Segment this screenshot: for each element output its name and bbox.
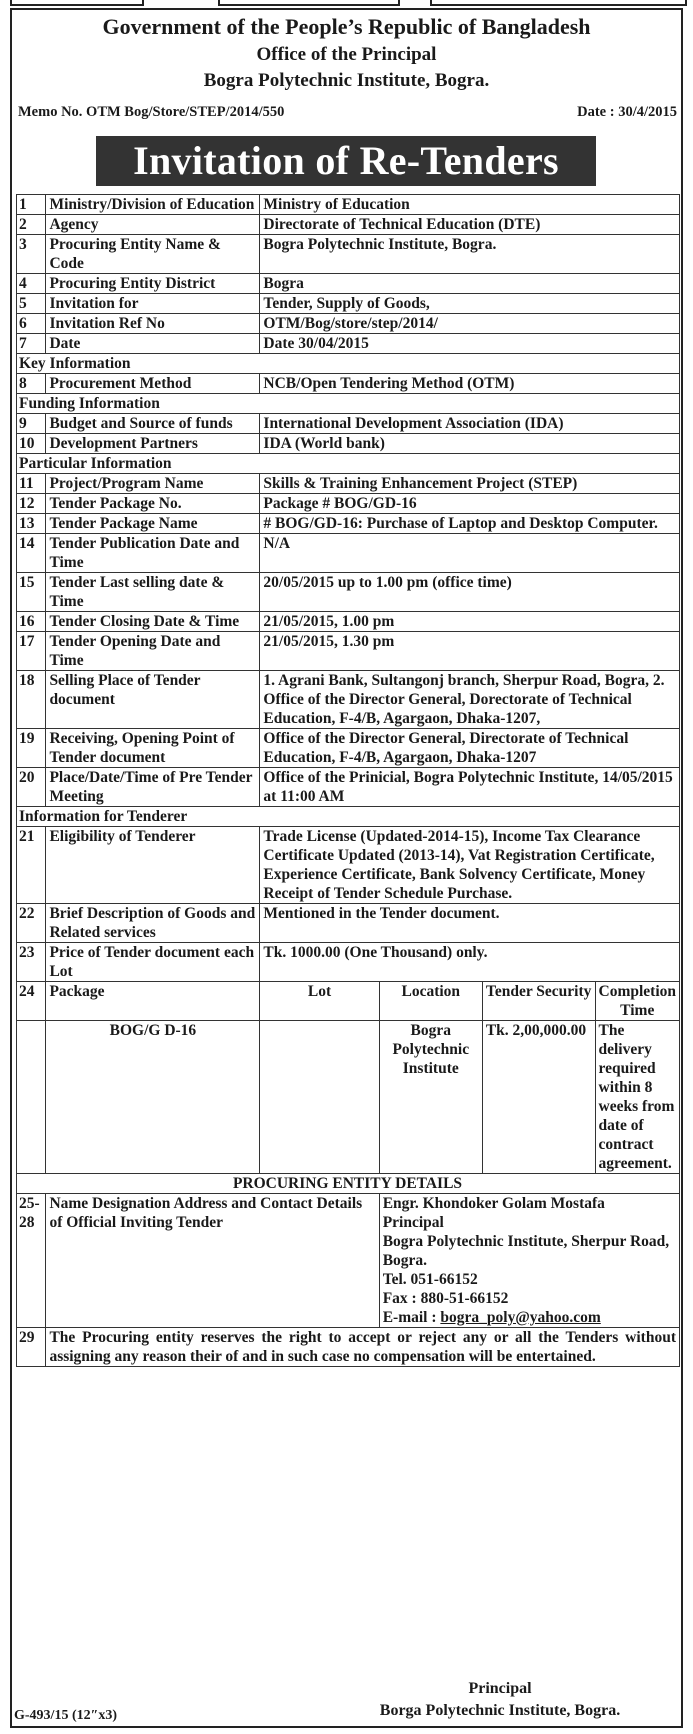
lot-data-row	[17, 1021, 680, 1174]
tender-banner: Invitation of Re-Tenders	[96, 136, 596, 186]
table-row	[17, 827, 680, 904]
ad-code: G-493/15 (12″x3)	[14, 1708, 117, 1723]
row-number: 21	[17, 827, 46, 904]
govt-title: Government of the People’s Republic of Bangladesh	[102, 14, 591, 39]
row-value: 20/05/2015 up to 1.00 pm (office time)	[260, 573, 680, 612]
row-label: Brief Description of Goods and Related services	[46, 904, 260, 943]
row-number: 2	[17, 215, 46, 235]
row-number: 3	[17, 235, 46, 274]
row-label: Tender Opening Date and Time	[46, 632, 260, 671]
table-row	[17, 514, 680, 534]
row-label: Invitation for	[46, 294, 260, 314]
table-row	[17, 215, 680, 235]
row-number: 6	[17, 314, 46, 334]
location-cell: Bogra Polytechnic Institute	[379, 1021, 482, 1174]
row-value: Ministry of Education	[260, 195, 680, 215]
table-row	[17, 235, 680, 274]
row-value: Mentioned in the Tender document.	[260, 904, 680, 943]
row-value: Bogra Polytechnic Institute, Bogra.	[260, 235, 680, 274]
table-row	[17, 904, 680, 943]
table-row	[17, 474, 680, 494]
signature-org: Borga Polytechnic Institute, Bogra.	[379, 1702, 621, 1719]
row-value: IDA (World bank)	[260, 434, 680, 454]
row-number: 19	[17, 729, 46, 768]
table-row	[17, 573, 680, 612]
row-value: Skills & Training Enhancement Project (STEP)	[260, 474, 680, 494]
table-row	[17, 534, 680, 573]
official-designation: Principal	[382, 1214, 444, 1231]
lot-header-row	[17, 982, 680, 1021]
table-row	[17, 294, 680, 314]
row-label: Price of Tender document each Lot	[46, 943, 260, 982]
section-title: Information for Tenderer	[17, 807, 680, 827]
row-number: 17	[17, 632, 46, 671]
section-title: PROCURING ENTITY DETAILS	[17, 1174, 680, 1194]
email-link[interactable]: bogra_poly@yahoo.com	[440, 1309, 601, 1326]
top-rules	[0, 0, 693, 4]
completion-cell: The delivery required within 8 weeks from date of contract agreement.	[595, 1021, 680, 1174]
row-value: Package # BOG/GD-16	[260, 494, 680, 514]
memo-number: Memo No. OTM Bog/Store/STEP/2014/550	[18, 104, 285, 120]
row-value: N/A	[260, 534, 680, 573]
row-value: Bogra	[260, 274, 680, 294]
completion-header: Completion Time	[595, 982, 680, 1021]
row-label: Tender Package Name	[46, 514, 260, 534]
row-number: 9	[17, 414, 46, 434]
row-value: OTM/Bog/store/step/2014/	[260, 314, 680, 334]
table-row	[17, 943, 680, 982]
row-number: 29	[17, 1328, 46, 1367]
row-number: 20	[17, 768, 46, 807]
row-label: Procuring Entity District	[46, 274, 260, 294]
table-row	[17, 768, 680, 807]
procuring-row	[17, 1194, 680, 1328]
reservation-clause: The Procuring entity reserves the right to accept or reject any or all the Tenders without assigning any reason their of and in such case no compensation will be entertained.	[46, 1328, 680, 1367]
row-label: Tender Closing Date & Time	[46, 612, 260, 632]
row-value: Trade License (Updated-2014-15), Income Tax Clearance Certificate Updated (2013-14), Vat Registration Certificate, Experience Certificate, Bank Solvency Certificate, Money Receipt of Tender Schedule Purchase.	[260, 827, 680, 904]
section-title: Particular Information	[17, 454, 680, 474]
table-row	[17, 274, 680, 294]
lot-header: Lot	[260, 982, 379, 1021]
row-number: 25- 28	[17, 1194, 46, 1328]
row-label: Receiving, Opening Point of Tender document	[46, 729, 260, 768]
row-label: Place/Date/Time of Pre Tender Meeting	[46, 768, 260, 807]
table-row	[17, 1328, 680, 1367]
row-number: 23	[17, 943, 46, 982]
row-number: 4	[17, 274, 46, 294]
section-title: Funding Information	[17, 394, 680, 414]
package-cell: BOG/G D-16	[46, 1021, 260, 1174]
security-cell: Tk. 2,00,000.00	[482, 1021, 595, 1174]
row-value: Date 30/04/2015	[260, 334, 680, 354]
procuring-labels: Name Designation Address and Contact Details of Official Inviting Tender	[46, 1194, 379, 1328]
row-number: 18	[17, 671, 46, 729]
row-number: 12	[17, 494, 46, 514]
row-number: 16	[17, 612, 46, 632]
row-number: 1	[17, 195, 46, 215]
row-label: Agency	[46, 215, 260, 235]
row-number: 13	[17, 514, 46, 534]
row-value: 21/05/2015, 1.00 pm	[260, 612, 680, 632]
row-value: Tender, Supply of Goods,	[260, 294, 680, 314]
table-row	[17, 374, 680, 394]
memo-date: Date : 30/4/2015	[577, 104, 677, 120]
section-heading	[17, 394, 680, 414]
section-title: Key Information	[17, 354, 680, 374]
package-header: Package	[46, 982, 260, 1021]
table-row	[17, 671, 680, 729]
row-number: 11	[17, 474, 46, 494]
row-label: Tender Last selling date & Time	[46, 573, 260, 612]
row-label: Eligibility of Tenderer	[46, 827, 260, 904]
row-label: Project/Program Name	[46, 474, 260, 494]
table-row	[17, 632, 680, 671]
official-name: Engr. Khondoker Golam Mostafa	[382, 1195, 605, 1212]
table-row	[17, 729, 680, 768]
row-value: Office of the Director General, Directorate of Technical Education, F-4/B, Agargaon, Dhaka-1207	[260, 729, 680, 768]
table-row	[17, 195, 680, 215]
tender-info-table	[16, 194, 680, 1367]
row-number: 5	[17, 294, 46, 314]
official-email-line	[383, 1308, 676, 1327]
security-header: Tender Security	[482, 982, 595, 1021]
row-label: Selling Place of Tender document	[46, 671, 260, 729]
row-value: NCB/Open Tendering Method (OTM)	[260, 374, 680, 394]
institute-title: Bogra Polytechnic Institute, Bogra.	[203, 70, 490, 91]
official-tel: Tel. 051-66152	[382, 1271, 478, 1288]
row-label: Procurement Method	[46, 374, 260, 394]
row-label: Tender Publication Date and Time	[46, 534, 260, 573]
table-row	[17, 314, 680, 334]
row-value: Tk. 1000.00 (One Thousand) only.	[260, 943, 680, 982]
row-number: 8	[17, 374, 46, 394]
lot-cell	[260, 1021, 379, 1174]
row-value: Office of the Prinicial, Bogra Polytechnic Institute, 14/05/2015 at 11:00 AM	[260, 768, 680, 807]
row-number: 14	[17, 534, 46, 573]
row-label: Ministry/Division of Education	[46, 195, 260, 215]
official-address: Bogra Polytechnic Institute, Sherpur Road, Bogra.	[382, 1233, 670, 1269]
table-row	[17, 334, 680, 354]
row-value: International Development Association (IDA)	[260, 414, 680, 434]
row-number: 10	[17, 434, 46, 454]
official-fax: Fax : 880-51-66152	[382, 1290, 509, 1307]
table-row	[17, 434, 680, 454]
table-row	[17, 414, 680, 434]
row-label: Procuring Entity Name & Code	[46, 235, 260, 274]
row-label: Invitation Ref No	[46, 314, 260, 334]
table-row	[17, 494, 680, 514]
row-label: Development Partners	[46, 434, 260, 454]
section-heading	[17, 454, 680, 474]
row-label: Date	[46, 334, 260, 354]
signature-title: Principal	[468, 1680, 532, 1697]
row-label: Budget and Source of funds	[46, 414, 260, 434]
office-title: Office of the Principal	[256, 44, 437, 65]
row-number: 15	[17, 573, 46, 612]
procuring-values	[379, 1194, 679, 1328]
section-heading	[17, 354, 680, 374]
row-value: # BOG/GD-16: Purchase of Laptop and Desktop Computer.	[260, 514, 680, 534]
email-label: E-mail :	[382, 1309, 441, 1326]
row-number: 24	[17, 982, 46, 1021]
row-number: 22	[17, 904, 46, 943]
row-value: 21/05/2015, 1.30 pm	[260, 632, 680, 671]
location-header: Location	[379, 982, 482, 1021]
row-number: 7	[17, 334, 46, 354]
row-value: 1. Agrani Bank, Sultangonj branch, Sherpur Road, Bogra, 2. Office of the Director General, Dorectorate of Technical Education, F-4/B, Agargaon, Dhaka-1207,	[260, 671, 680, 729]
section-heading	[17, 1174, 680, 1194]
table-row	[17, 612, 680, 632]
row-value: Directorate of Technical Education (DTE)	[260, 215, 680, 235]
row-label: Tender Package No.	[46, 494, 260, 514]
section-heading	[17, 807, 680, 827]
